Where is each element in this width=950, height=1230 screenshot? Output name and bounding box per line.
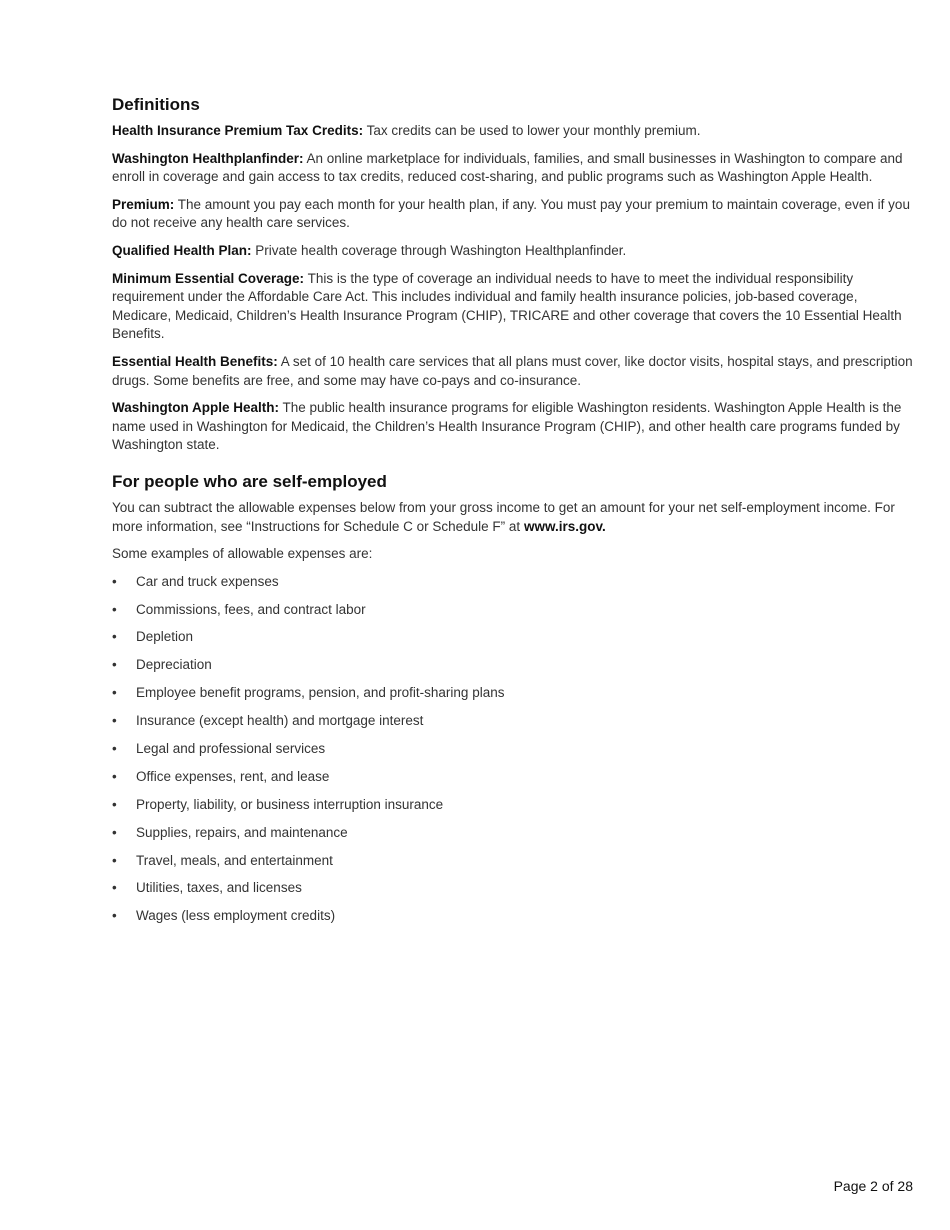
bullet-icon: • (112, 713, 117, 729)
definition-text: The public health insurance programs for eligible Washington residents. Washington Apple Health is the name used in Washington for Medicaid, the Children’s Health Insurance Program (CHIP), and other health care programs funded by Washington state. (112, 400, 902, 453)
list-item (112, 684, 914, 703)
list-item (112, 796, 914, 815)
list-item-label: Legal and professional services (136, 741, 326, 757)
definition-text: Private health coverage through Washington Healthplanfinder. (251, 242, 627, 258)
definitions-heading: Definitions (112, 95, 200, 114)
bullet-icon: • (112, 768, 117, 784)
allowable-expenses-list (112, 573, 914, 926)
bullet-icon: • (112, 908, 117, 924)
bullet-icon: • (112, 741, 117, 757)
definition-term: Washington Healthplanfinder: (112, 150, 304, 166)
list-item-label: Supplies, repairs, and maintenance (136, 824, 348, 840)
definition-term: Minimum Essential Coverage: (112, 270, 305, 286)
list-item (112, 824, 914, 843)
list-item (112, 712, 914, 731)
definition-item (112, 242, 914, 261)
definition-term: Essential Health Benefits: (112, 353, 278, 369)
self-employed-heading: For people who are self-employed (112, 471, 387, 491)
list-item-label: Insurance (except health) and mortgage interest (136, 713, 424, 729)
list-item (112, 628, 914, 647)
definition-item (112, 399, 914, 455)
list-item-label: Travel, meals, and entertainment (136, 852, 333, 868)
bullet-icon: • (112, 573, 117, 589)
page-number: Page 2 of 28 (833, 1178, 913, 1194)
examples-intro: Some examples of allowable expenses are: (112, 546, 373, 562)
list-item-label: Utilities, taxes, and licenses (136, 880, 302, 896)
list-item (112, 656, 914, 675)
list-item-label: Car and truck expenses (136, 573, 279, 589)
definition-term: Health Insurance Premium Tax Credits: (112, 123, 364, 138)
list-item-label: Office expenses, rent, and lease (136, 768, 330, 784)
list-item-label: Depletion (136, 629, 194, 645)
definition-term: Premium: (112, 196, 175, 212)
list-item (112, 907, 914, 926)
list-item-label: Depreciation (136, 657, 212, 673)
list-item (112, 601, 914, 620)
list-item (112, 768, 914, 787)
definition-item (112, 353, 914, 390)
definition-term: Qualified Health Plan: (112, 242, 252, 258)
definition-term: Washington Apple Health: (112, 400, 279, 416)
document-page (112, 94, 914, 935)
definition-item (112, 122, 914, 141)
list-item-label: Commissions, fees, and contract labor (136, 601, 366, 617)
bullet-icon: • (112, 824, 117, 840)
self-employed-intro (112, 499, 914, 536)
bullet-icon: • (112, 657, 117, 673)
bullet-icon: • (112, 796, 117, 812)
definition-text: An online marketplace for individuals, families, and small businesses in Washington to compare and enroll in coverage and gain access to tax credits, reduced cost-sharing, and public programs such as Washington Apple Health. (112, 150, 903, 185)
bullet-icon: • (112, 880, 117, 896)
definition-item (112, 270, 914, 344)
list-item (112, 879, 914, 898)
self-employed-intro-text: You can subtract the allowable expenses below from your gross income to get an amount for your net self-employment income. For more information, see “Instructions for Schedule C or Schedule F” at (112, 499, 895, 534)
list-item (112, 740, 914, 759)
bullet-icon: • (112, 685, 117, 701)
list-item (112, 852, 914, 871)
definition-item (112, 150, 914, 187)
list-item-label: Wages (less employment credits) (136, 908, 336, 924)
list-item (112, 573, 914, 592)
irs-website-link: www.irs.gov. (523, 518, 606, 534)
list-item-label: Employee benefit programs, pension, and profit-sharing plans (136, 685, 505, 701)
bullet-icon: • (112, 629, 117, 645)
definition-text: A set of 10 health care services that all plans must cover, like doctor visits, hospital stays, and prescription drugs. Some benefits are free, and some may have co-pays and co-insurance. (112, 353, 913, 388)
bullet-icon: • (112, 601, 117, 617)
definition-text: Tax credits can be used to lower your monthly premium. (363, 123, 701, 138)
list-item-label: Property, liability, or business interruption insurance (136, 796, 444, 812)
bullet-icon: • (112, 852, 117, 868)
definition-item (112, 196, 914, 233)
definition-text: The amount you pay each month for your health plan, if any. You must pay your premium to maintain coverage, even if you do not receive any health care services. (112, 196, 910, 231)
definition-text: This is the type of coverage an individual needs to have to meet the individual responsibility requirement under the Affordable Care Act. This includes individual and family health insurance policies, job-based coverage, Medicare, Medicaid, Children’s Health Insurance Program (CHIP), TRICARE and other coverage that covers the 10 Essential Health Benefits. (112, 270, 902, 342)
